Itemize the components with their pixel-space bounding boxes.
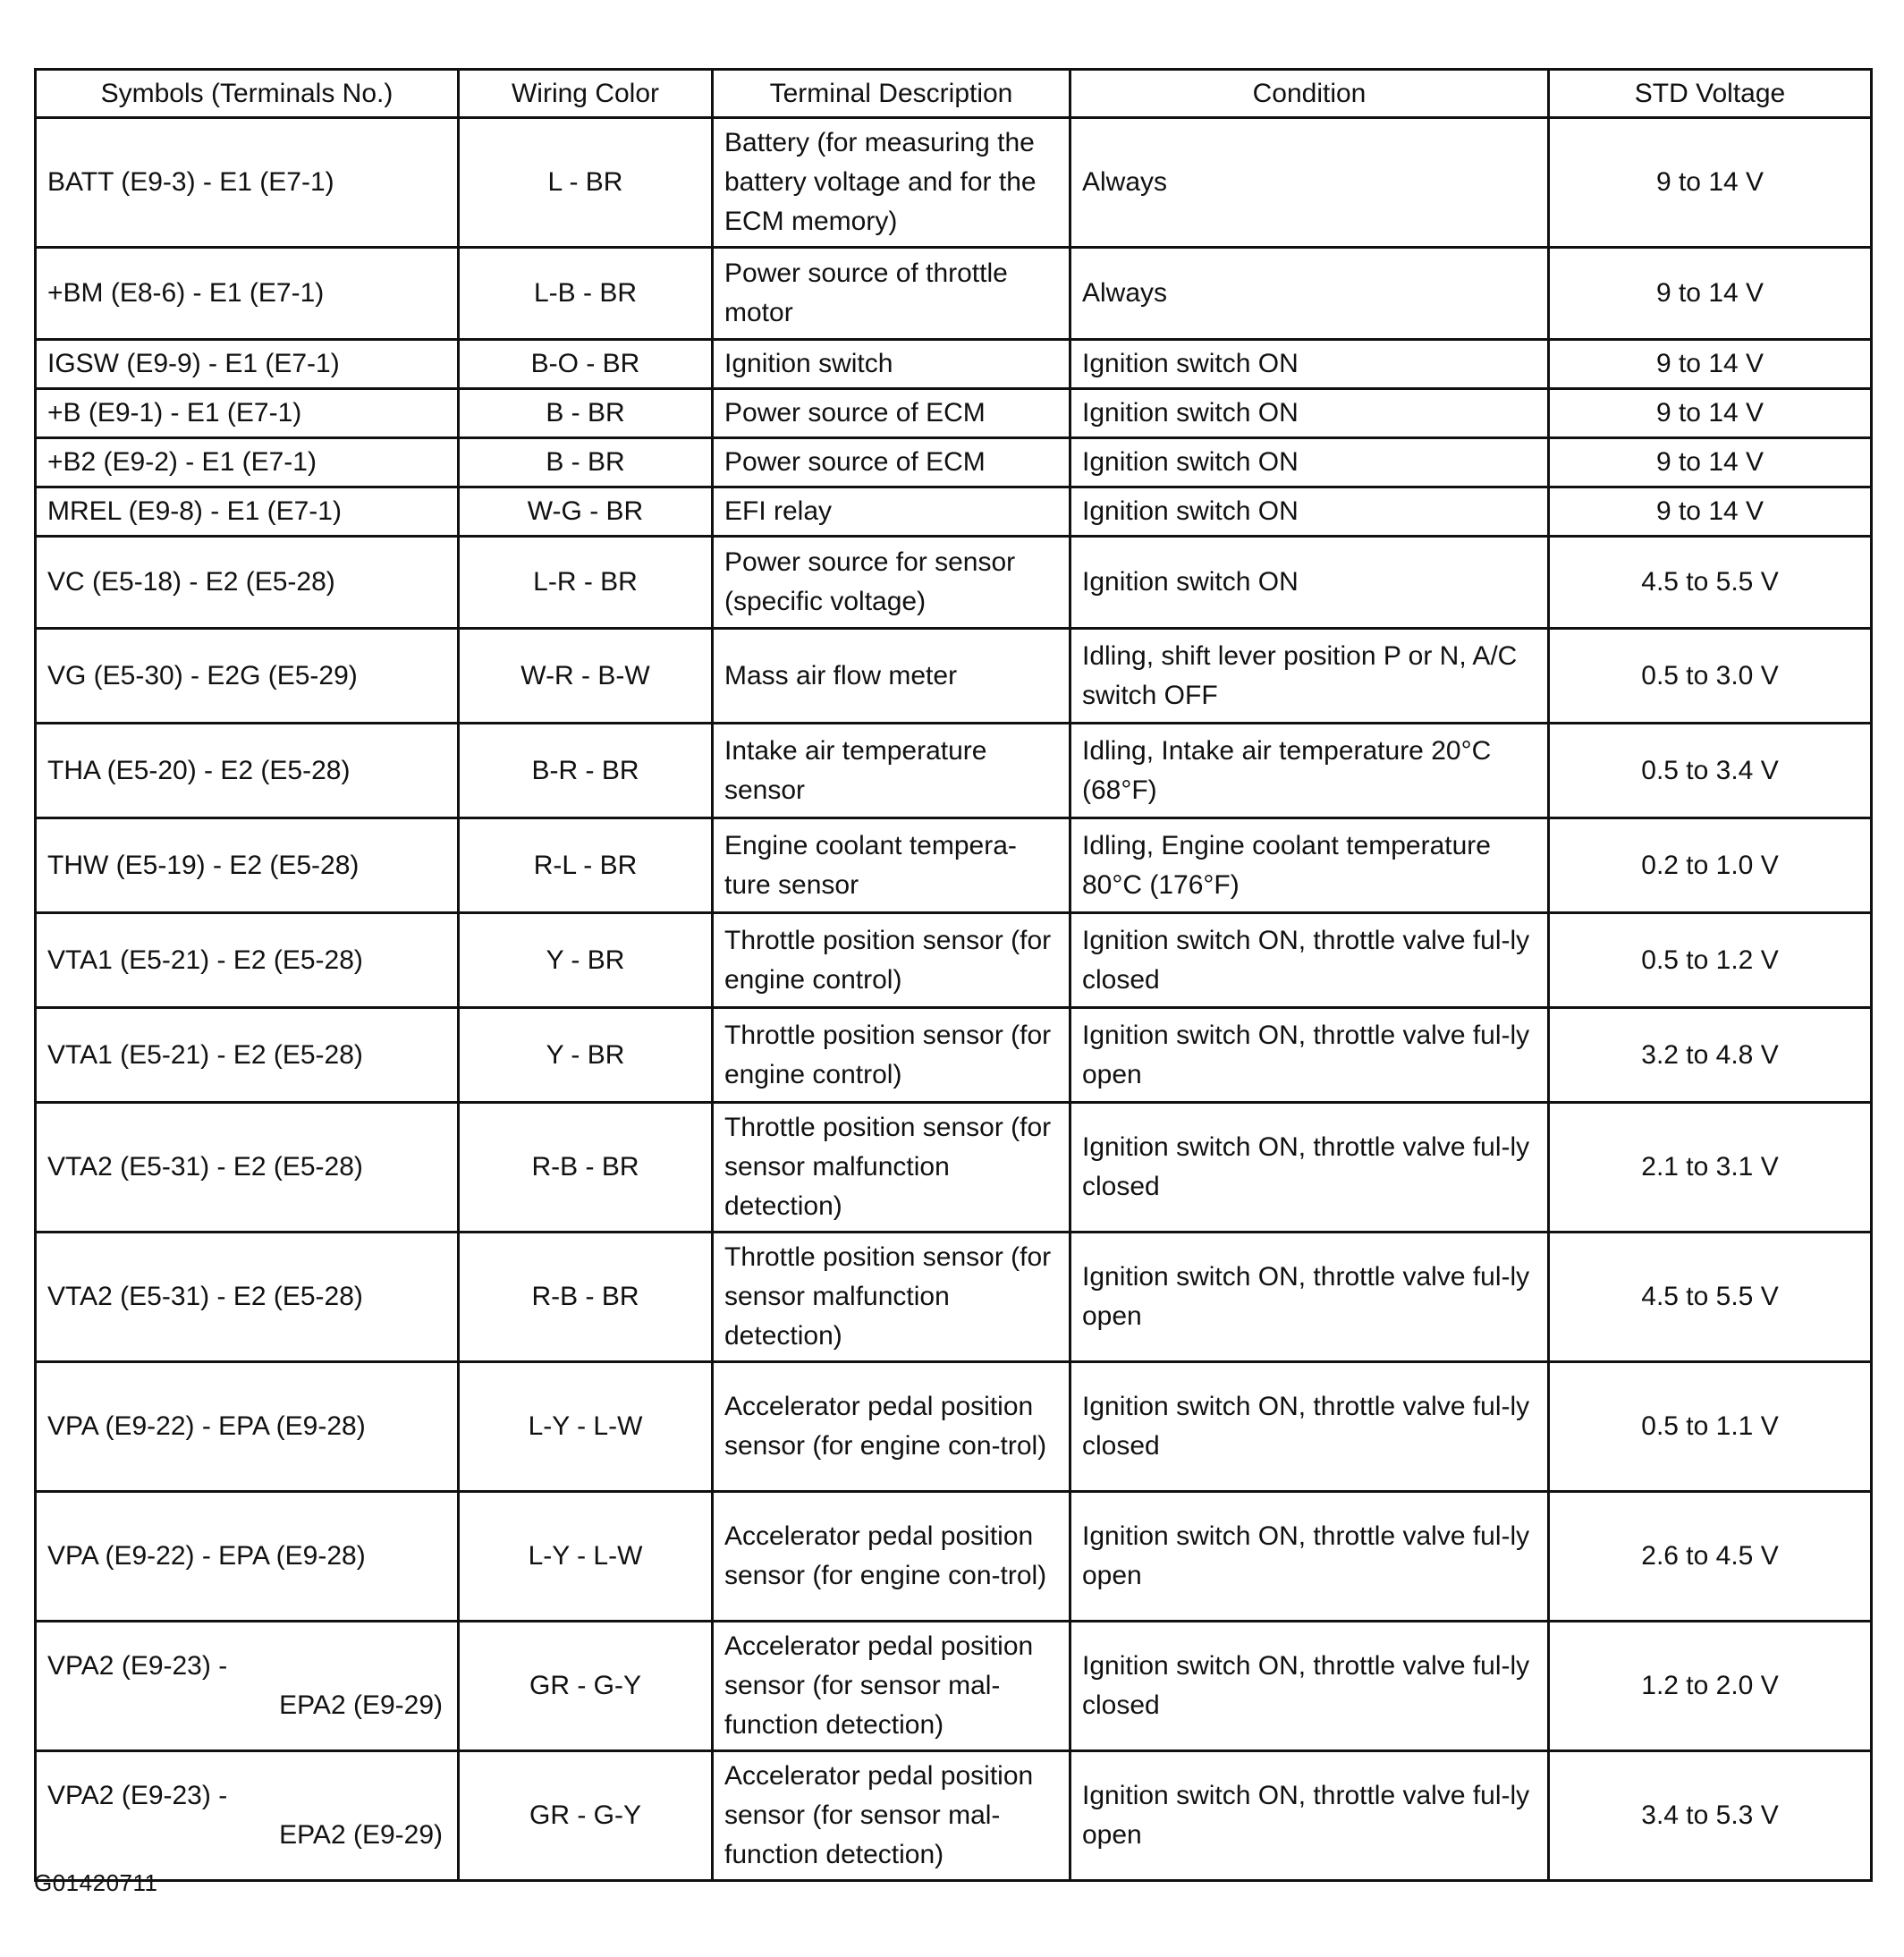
cell-std-voltage: 9 to 14 V [1549, 340, 1872, 389]
cell-symbol [36, 629, 459, 724]
cell-symbol [36, 248, 459, 340]
cell-condition: Always [1070, 248, 1549, 340]
symbol-text: +B2 (E9-2) - E1 (E7-1) [47, 447, 317, 477]
cell-condition: Ignition switch ON, throttle valve ful-ly open [1070, 1233, 1549, 1362]
cell-wiring-color: B - BR [459, 438, 713, 487]
cell-std-voltage: 2.1 to 3.1 V [1549, 1103, 1872, 1233]
header-wiring-color: Wiring Color [459, 70, 713, 118]
cell-condition: Ignition switch ON, throttle valve ful-ly closed [1070, 1362, 1549, 1492]
cell-wiring-color: Y - BR [459, 913, 713, 1008]
table-body [36, 118, 1872, 1881]
cell-symbol [36, 118, 459, 248]
cell-wiring-color: W-R - B-W [459, 629, 713, 724]
table-row [36, 1103, 1872, 1233]
cell-terminal-description: Battery (for measuring the battery voltage and for the ECM memory) [713, 118, 1070, 248]
cell-wiring-color: R-B - BR [459, 1233, 713, 1362]
cell-symbol [36, 1008, 459, 1103]
cell-condition: Ignition switch ON [1070, 487, 1549, 537]
cell-condition: Ignition switch ON [1070, 438, 1549, 487]
symbol-text: VC (E5-18) - E2 (E5-28) [47, 567, 335, 597]
cell-condition: Idling, Engine coolant temperature 80°C (176°F) [1070, 818, 1549, 913]
table-row [36, 1008, 1872, 1103]
cell-wiring-color: B-O - BR [459, 340, 713, 389]
cell-terminal-description: Engine coolant tempera-ture sensor [713, 818, 1070, 913]
symbol-text: +B (E9-1) - E1 (E7-1) [47, 398, 302, 428]
table-row [36, 537, 1872, 629]
cell-terminal-description: EFI relay [713, 487, 1070, 537]
cell-terminal-description: Intake air temperature sensor [713, 724, 1070, 818]
cell-symbol [36, 913, 459, 1008]
header-condition: Condition [1070, 70, 1549, 118]
cell-terminal-description: Mass air flow meter [713, 629, 1070, 724]
cell-terminal-description: Power source for sensor (specific voltage) [713, 537, 1070, 629]
symbol-text: THW (E5-19) - E2 (E5-28) [47, 850, 360, 880]
symbol-text: VPA2 (E9-23) - [47, 1781, 228, 1810]
cell-std-voltage: 0.2 to 1.0 V [1549, 818, 1872, 913]
cell-std-voltage: 1.2 to 2.0 V [1549, 1622, 1872, 1751]
cell-wiring-color: GR - G-Y [459, 1751, 713, 1881]
cell-wiring-color: R-B - BR [459, 1103, 713, 1233]
table-row [36, 724, 1872, 818]
cell-std-voltage: 3.4 to 5.3 V [1549, 1751, 1872, 1881]
cell-condition: Ignition switch ON, throttle valve ful-ly open [1070, 1492, 1549, 1622]
symbol-text: VPA (E9-22) - EPA (E9-28) [47, 1541, 366, 1571]
symbol-text: VTA2 (E5-31) - E2 (E5-28) [47, 1152, 363, 1182]
cell-symbol [36, 1103, 459, 1233]
cell-condition: Ignition switch ON, throttle valve ful-ly open [1070, 1008, 1549, 1103]
cell-std-voltage: 2.6 to 4.5 V [1549, 1492, 1872, 1622]
cell-std-voltage: 0.5 to 1.1 V [1549, 1362, 1872, 1492]
cell-std-voltage: 3.2 to 4.8 V [1549, 1008, 1872, 1103]
cell-std-voltage: 9 to 14 V [1549, 248, 1872, 340]
cell-condition: Ignition switch ON, throttle valve ful-ly closed [1070, 1622, 1549, 1751]
symbol-text-continued: EPA2 (E9-29) [279, 1690, 443, 1720]
cell-terminal-description: Throttle position sensor (for sensor malfunction detection) [713, 1103, 1070, 1233]
cell-wiring-color: L-Y - L-W [459, 1492, 713, 1622]
cell-symbol [36, 818, 459, 913]
cell-condition: Ignition switch ON, throttle valve ful-ly closed [1070, 1103, 1549, 1233]
cell-condition: Ignition switch ON [1070, 340, 1549, 389]
symbol-text: VTA1 (E5-21) - E2 (E5-28) [47, 1039, 363, 1070]
cell-condition: Ignition switch ON, throttle valve ful-ly closed [1070, 913, 1549, 1008]
cell-std-voltage: 9 to 14 V [1549, 389, 1872, 438]
cell-condition: Ignition switch ON, throttle valve ful-ly open [1070, 1751, 1549, 1881]
cell-wiring-color: Y - BR [459, 1008, 713, 1103]
cell-symbol [36, 1362, 459, 1492]
cell-wiring-color: L-B - BR [459, 248, 713, 340]
cell-condition: Ignition switch ON [1070, 389, 1549, 438]
cell-wiring-color: B-R - BR [459, 724, 713, 818]
cell-symbol [36, 1492, 459, 1622]
cell-wiring-color: L - BR [459, 118, 713, 248]
cell-terminal-description: Accelerator pedal position sensor (for engine con-trol) [713, 1492, 1070, 1622]
cell-terminal-description: Accelerator pedal position sensor (for sensor mal-function detection) [713, 1622, 1070, 1751]
cell-terminal-description: Throttle position sensor (for engine control) [713, 913, 1070, 1008]
cell-condition: Idling, Intake air temperature 20°C (68°F) [1070, 724, 1549, 818]
cell-std-voltage: 0.5 to 1.2 V [1549, 913, 1872, 1008]
table-header-row [36, 70, 1872, 118]
cell-terminal-description: Throttle position sensor (for sensor malfunction detection) [713, 1233, 1070, 1362]
cell-terminal-description: Accelerator pedal position sensor (for sensor mal-function detection) [713, 1751, 1070, 1881]
table-row [36, 487, 1872, 537]
cell-terminal-description: Power source of throttle motor [713, 248, 1070, 340]
symbol-text: VPA (E9-22) - EPA (E9-28) [47, 1411, 366, 1441]
cell-wiring-color: L-R - BR [459, 537, 713, 629]
table-row [36, 248, 1872, 340]
symbol-text: VTA1 (E5-21) - E2 (E5-28) [47, 945, 363, 975]
table-row [36, 818, 1872, 913]
table-row [36, 1492, 1872, 1622]
cell-terminal-description: Power source of ECM [713, 389, 1070, 438]
cell-std-voltage: 4.5 to 5.5 V [1549, 537, 1872, 629]
table-row [36, 1362, 1872, 1492]
cell-symbol [36, 438, 459, 487]
symbol-text: VTA2 (E5-31) - E2 (E5-28) [47, 1282, 363, 1311]
cell-symbol [36, 1751, 459, 1881]
cell-symbol [36, 340, 459, 389]
symbol-text: MREL (E9-8) - E1 (E7-1) [47, 496, 342, 526]
cell-terminal-description: Accelerator pedal position sensor (for engine con-trol) [713, 1362, 1070, 1492]
cell-symbol [36, 1233, 459, 1362]
cell-symbol [36, 537, 459, 629]
cell-condition: Idling, shift lever position P or N, A/C switch OFF [1070, 629, 1549, 724]
table-row [36, 389, 1872, 438]
cell-condition: Always [1070, 118, 1549, 248]
cell-terminal-description: Ignition switch [713, 340, 1070, 389]
symbol-text: THA (E5-20) - E2 (E5-28) [47, 755, 351, 785]
cell-std-voltage: 9 to 14 V [1549, 438, 1872, 487]
cell-terminal-description: Power source of ECM [713, 438, 1070, 487]
header-terminal-description: Terminal Description [713, 70, 1070, 118]
header-symbols: Symbols (Terminals No.) [36, 70, 459, 118]
cell-std-voltage: 9 to 14 V [1549, 118, 1872, 248]
table-row [36, 1233, 1872, 1362]
cell-std-voltage: 4.5 to 5.5 V [1549, 1233, 1872, 1362]
symbol-text-continued: EPA2 (E9-29) [279, 1820, 443, 1850]
table-row [36, 913, 1872, 1008]
symbol-text: VPA2 (E9-23) - [47, 1651, 228, 1681]
symbol-text: VG (E5-30) - E2G (E5-29) [47, 660, 358, 690]
cell-std-voltage: 0.5 to 3.4 V [1549, 724, 1872, 818]
symbol-text: IGSW (E9-9) - E1 (E7-1) [47, 349, 340, 378]
header-std-voltage: STD Voltage [1549, 70, 1872, 118]
cell-wiring-color: GR - G-Y [459, 1622, 713, 1751]
symbol-text: BATT (E9-3) - E1 (E7-1) [47, 167, 334, 197]
cell-std-voltage: 9 to 14 V [1549, 487, 1872, 537]
table-row [36, 1751, 1872, 1881]
cell-symbol [36, 1622, 459, 1751]
cell-wiring-color: B - BR [459, 389, 713, 438]
table-row [36, 629, 1872, 724]
table-row [36, 438, 1872, 487]
cell-symbol [36, 724, 459, 818]
cell-wiring-color: R-L - BR [459, 818, 713, 913]
table-row [36, 118, 1872, 248]
table-row [36, 340, 1872, 389]
table-row [36, 1622, 1872, 1751]
figure-id: G01420711 [34, 1869, 158, 1896]
cell-wiring-color: W-G - BR [459, 487, 713, 537]
symbol-text: +BM (E8-6) - E1 (E7-1) [47, 278, 325, 308]
cell-symbol [36, 487, 459, 537]
cell-terminal-description: Throttle position sensor (for engine control) [713, 1008, 1070, 1103]
cell-wiring-color: L-Y - L-W [459, 1362, 713, 1492]
terminal-voltage-table [34, 68, 1873, 1882]
cell-symbol [36, 389, 459, 438]
cell-std-voltage: 0.5 to 3.0 V [1549, 629, 1872, 724]
cell-condition: Ignition switch ON [1070, 537, 1549, 629]
